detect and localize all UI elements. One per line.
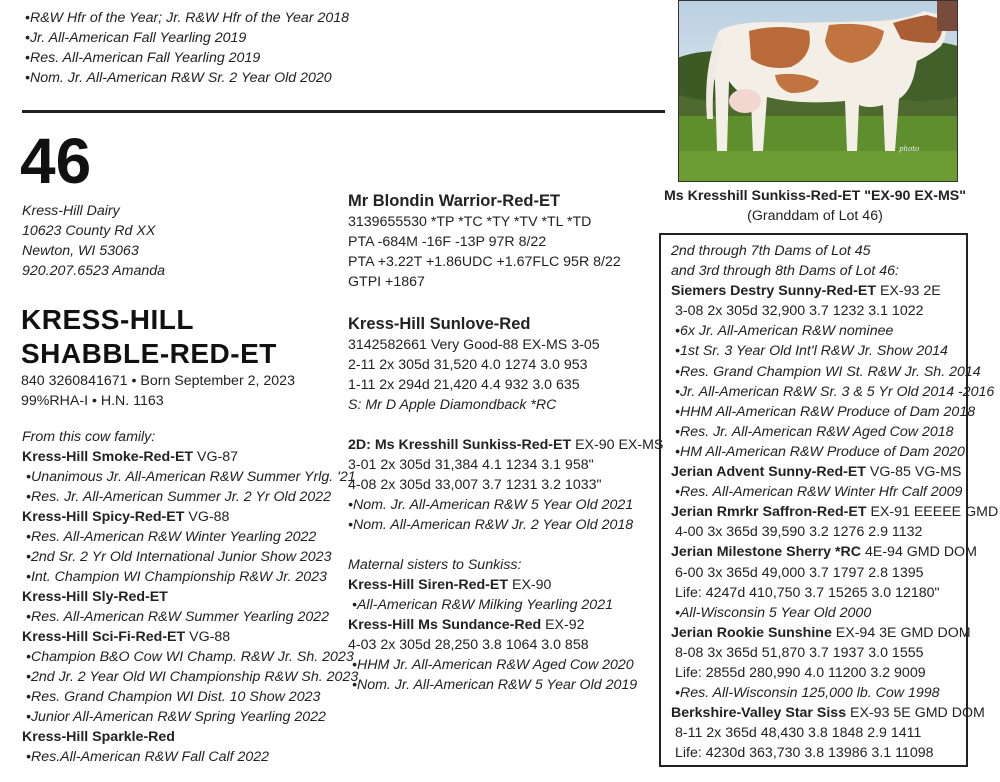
pedigree-dam-score: EX-94 3E GMD DOM	[831, 624, 971, 641]
pedigree-line: 4-00 3x 365d 39,590 3.2 1276 2.9 1132	[675, 524, 923, 541]
photo-caption-relation: (Granddam of Lot 46)	[747, 208, 883, 224]
pedigree-line: Life: 2855d 280,990 4.0 11200 3.2 9009	[675, 664, 926, 681]
pedigree-note: •Jr. All-American R&W Sr. 3 & 5 Yr Old 2014 -2016	[675, 383, 995, 400]
dam-line: 3142582661 Very Good-88 EX-MS 3-05	[348, 337, 600, 353]
pedigree-note: •Res. Jr. All-American R&W Aged Cow 2018	[675, 423, 954, 440]
pedigree-dam	[671, 281, 998, 301]
pedigree-dam	[671, 542, 998, 562]
award-line: •Nom. Jr. All-American R&W Sr. 2 Year Old 2020	[25, 70, 332, 86]
consignor-info	[22, 201, 165, 281]
family-member-name: Kress-Hill Spicy-Red-ET	[22, 509, 185, 525]
family-note: •Res. Grand Champion WI Dist. 10 Show 2023	[26, 689, 321, 705]
family-member-score: VG-87	[193, 449, 239, 465]
maternal-sisters-heading: Maternal sisters to Sunkiss:	[348, 557, 522, 573]
award-line: •Res. All-American Fall Yearling 2019	[25, 50, 261, 66]
cow-photo	[678, 0, 958, 182]
sire-name: Mr Blondin Warrior-Red-ET	[348, 192, 561, 210]
dam-line: 1-11 2x 294d 21,420 4.4 932 3.0 635	[348, 377, 580, 393]
consignor-name: Kress-Hill Dairy	[22, 203, 120, 219]
pedigree-note: •All-Wisconsin 5 Year Old 2000	[675, 604, 872, 621]
svg-text:photo: photo	[899, 145, 920, 153]
sister-header	[348, 575, 637, 595]
pedigree-dam-score: EX-91 EEEEE GMD	[866, 504, 999, 521]
sister-note: •Nom. Jr. All-American R&W 5 Year Old 2019	[352, 677, 638, 693]
second-dam-block	[348, 435, 663, 535]
photo-caption	[660, 186, 970, 226]
pedigree-heading: and 3rd through 8th Dams of Lot 46:	[671, 263, 899, 280]
pedigree-line: 3-08 2x 305d 32,900 3.7 1232 3.1 1022	[675, 303, 924, 320]
sire-line: PTA +3.22T +1.86UDC +1.67FLC 95R 8/22	[348, 254, 621, 270]
lot-number: 46	[20, 125, 92, 197]
family-note: •Res. All-American R&W Summer Yearling 2022	[26, 609, 330, 625]
pedigree-note: •HM All-American R&W Produce of Dam 2020	[675, 443, 965, 460]
family-member	[22, 627, 358, 647]
animal-rha: 99%RHA-I • H.N. 1163	[21, 393, 164, 409]
consignor-address: 10623 County Rd XX	[22, 223, 156, 239]
second-dam-prefix: 2D:	[348, 437, 375, 453]
family-note: •Res. Jr. All-American Summer Jr. 2 Yr Old 2022	[26, 489, 332, 505]
award-line: •Jr. All-American Fall Yearling 2019	[25, 30, 247, 46]
maternal-sisters	[348, 555, 637, 695]
pedigree-note: •Res. Grand Champion WI St. R&W Jr. Sh. 2014	[675, 363, 981, 380]
sister-score: EX-92	[541, 617, 585, 633]
pedigree-dam-name: Jerian Rookie Sunshine	[671, 624, 832, 641]
pedigree-line: 6-00 3x 365d 49,000 3.7 1797 2.8 1395	[675, 564, 924, 581]
section-divider	[22, 110, 665, 113]
pedigree-dam-score: EX-93 2E	[876, 283, 941, 300]
second-dam-header	[348, 435, 663, 455]
sire-line: PTA -684M -16F -13P 97R 8/22	[348, 234, 547, 250]
family-note: •2nd Sr. 2 Yr Old International Junior Show 2023	[26, 549, 332, 565]
family-note: •Unanimous Jr. All-American R&W Summer Yrlg. '21	[26, 469, 356, 485]
pedigree-dam	[671, 502, 998, 522]
pedigree-heading: 2nd through 7th Dams of Lot 45	[671, 243, 871, 259]
sire-line: GTPI +1867	[348, 274, 425, 290]
second-dam-note: •Nom. Jr. All-American R&W 5 Year Old 2021	[348, 497, 634, 513]
animal-header	[21, 303, 295, 411]
pedigree-note: •6x Jr. All-American R&W nominee	[675, 323, 894, 340]
family-note: •Res. All-American R&W Winter Yearling 2022	[26, 529, 317, 545]
pedigree-dam-name: Jerian Rmrkr Saffron-Red-ET	[671, 504, 867, 521]
sister-line: 4-03 2x 305d 28,250 3.8 1064 3.0 858	[348, 637, 589, 653]
second-dam-line: 4-08 2x 305d 33,007 3.7 1231 3.2 1033"	[348, 477, 602, 493]
sister-header	[348, 615, 637, 635]
pedigree-dam-score: 4E-94 GMD DOM	[861, 544, 977, 561]
family-note: •Champion B&O Cow WI Champ. R&W Jr. Sh. 2023	[26, 649, 354, 665]
cow-family	[22, 427, 358, 767]
sister-note: •HHM Jr. All-American R&W Aged Cow 2020	[352, 657, 634, 673]
family-member-name: Kress-Hill Sparkle-Red	[22, 729, 175, 745]
dam-sire-line: S: Mr D Apple Diamondback *RC	[348, 397, 557, 413]
second-dam-line: 3-01 2x 305d 31,384 4.1 1234 3.1 958"	[348, 457, 594, 473]
pedigree-line: Life: 4230d 363,730 3.8 13986 3.1 11098	[675, 745, 934, 762]
previous-lot-awards	[25, 8, 349, 88]
animal-name-line2: SHABBLE-RED-ET	[21, 338, 277, 369]
dam-block	[348, 313, 600, 415]
pedigree-content	[671, 241, 998, 763]
sister-name: Kress-Hill Siren-Red-ET	[348, 577, 509, 593]
pedigree-note: •Res. All-American R&W Winter Hfr Calf 2009	[675, 484, 963, 501]
family-member	[22, 587, 358, 607]
pedigree-dam-score: EX-93 5E GMD DOM	[846, 705, 985, 722]
sister-name: Kress-Hill Ms Sundance-Red	[348, 617, 542, 633]
pedigree-dam-name: Berkshire-Valley Star Siss	[671, 705, 847, 722]
pedigree-dam-score: VG-85 VG-MS	[865, 464, 962, 481]
family-note: •Junior All-American R&W Spring Yearling 2022	[26, 709, 326, 725]
cow-photo-illustration	[679, 1, 957, 181]
pedigree-line: 8-08 3x 365d 51,870 3.7 1937 3.0 1555	[675, 644, 924, 661]
second-dam-score: EX-90 EX-MS	[571, 437, 664, 453]
family-member	[22, 507, 358, 527]
family-member-score: VG-88	[184, 509, 230, 525]
sire-line: 3139655530 *TP *TC *TY *TV *TL *TD	[348, 214, 592, 230]
pedigree-dam-name: Jerian Advent Sunny-Red-ET	[671, 464, 866, 481]
sister-note: •All-American R&W Milking Yearling 2021	[352, 597, 613, 613]
consignor-city: Newton, WI 53063	[22, 243, 139, 259]
dam-line: 2-11 2x 305d 31,520 4.0 1274 3.0 953	[348, 357, 588, 373]
consignor-phone: 920.207.6523 Amanda	[22, 263, 166, 279]
pedigree-note: •1st Sr. 3 Year Old Int'l R&W Jr. Show 2014	[675, 343, 948, 360]
family-note: •2nd Jr. 2 Year Old WI Championship R&W Sh. 2023	[26, 669, 359, 685]
award-line: •R&W Hfr of the Year; Jr. R&W Hfr of the Year 2018	[25, 10, 350, 26]
sister-score: EX-90	[508, 577, 552, 593]
pedigree-dam	[671, 462, 998, 482]
second-dam-note: •Nom. All-American R&W Jr. 2 Year Old 2018	[348, 517, 634, 533]
family-note: •Res.All-American R&W Fall Calf 2022	[26, 749, 270, 765]
pedigree-dam-name: Jerian Milestone Sherry *RC	[671, 544, 862, 561]
pedigree-box	[659, 233, 999, 767]
pedigree-note: •HHM All-American R&W Produce of Dam 2018	[675, 403, 976, 420]
pedigree-note: •Res. All-Wisconsin 125,000 lb. Cow 1998	[675, 685, 940, 702]
cow-family-heading: From this cow family:	[22, 429, 156, 445]
family-note: •Int. Champion WI Championship R&W Jr. 2023	[26, 569, 327, 585]
family-member	[22, 727, 358, 747]
pedigree-line: 8-11 2x 365d 48,430 3.8 1848 2.9 1411	[675, 725, 922, 742]
animal-registration: 840 3260841671 • Born September 2, 2023	[21, 373, 295, 389]
pedigree-dam-name: Siemers Destry Sunny-Red-ET	[671, 283, 876, 300]
family-member-name: Kress-Hill Sly-Red-ET	[22, 589, 168, 605]
sire-block	[348, 190, 621, 292]
pedigree-dam	[671, 703, 998, 723]
family-member	[22, 447, 358, 467]
photo-caption-name: Ms Kresshill Sunkiss-Red-ET "EX-90 EX-MS"	[663, 188, 966, 204]
pedigree-dam	[671, 623, 998, 643]
family-member-score: VG-88	[185, 629, 231, 645]
pedigree-line: Life: 4247d 410,750 3.7 15265 3.0 12180"	[675, 584, 940, 601]
family-member-name: Kress-Hill Sci-Fi-Red-ET	[22, 629, 186, 645]
animal-name-line1: KRESS-HILL	[21, 304, 194, 335]
family-member-name: Kress-Hill Smoke-Red-ET	[22, 449, 194, 465]
dam-name: Kress-Hill Sunlove-Red	[348, 315, 531, 333]
second-dam-name: Ms Kresshill Sunkiss-Red-ET	[374, 437, 572, 453]
